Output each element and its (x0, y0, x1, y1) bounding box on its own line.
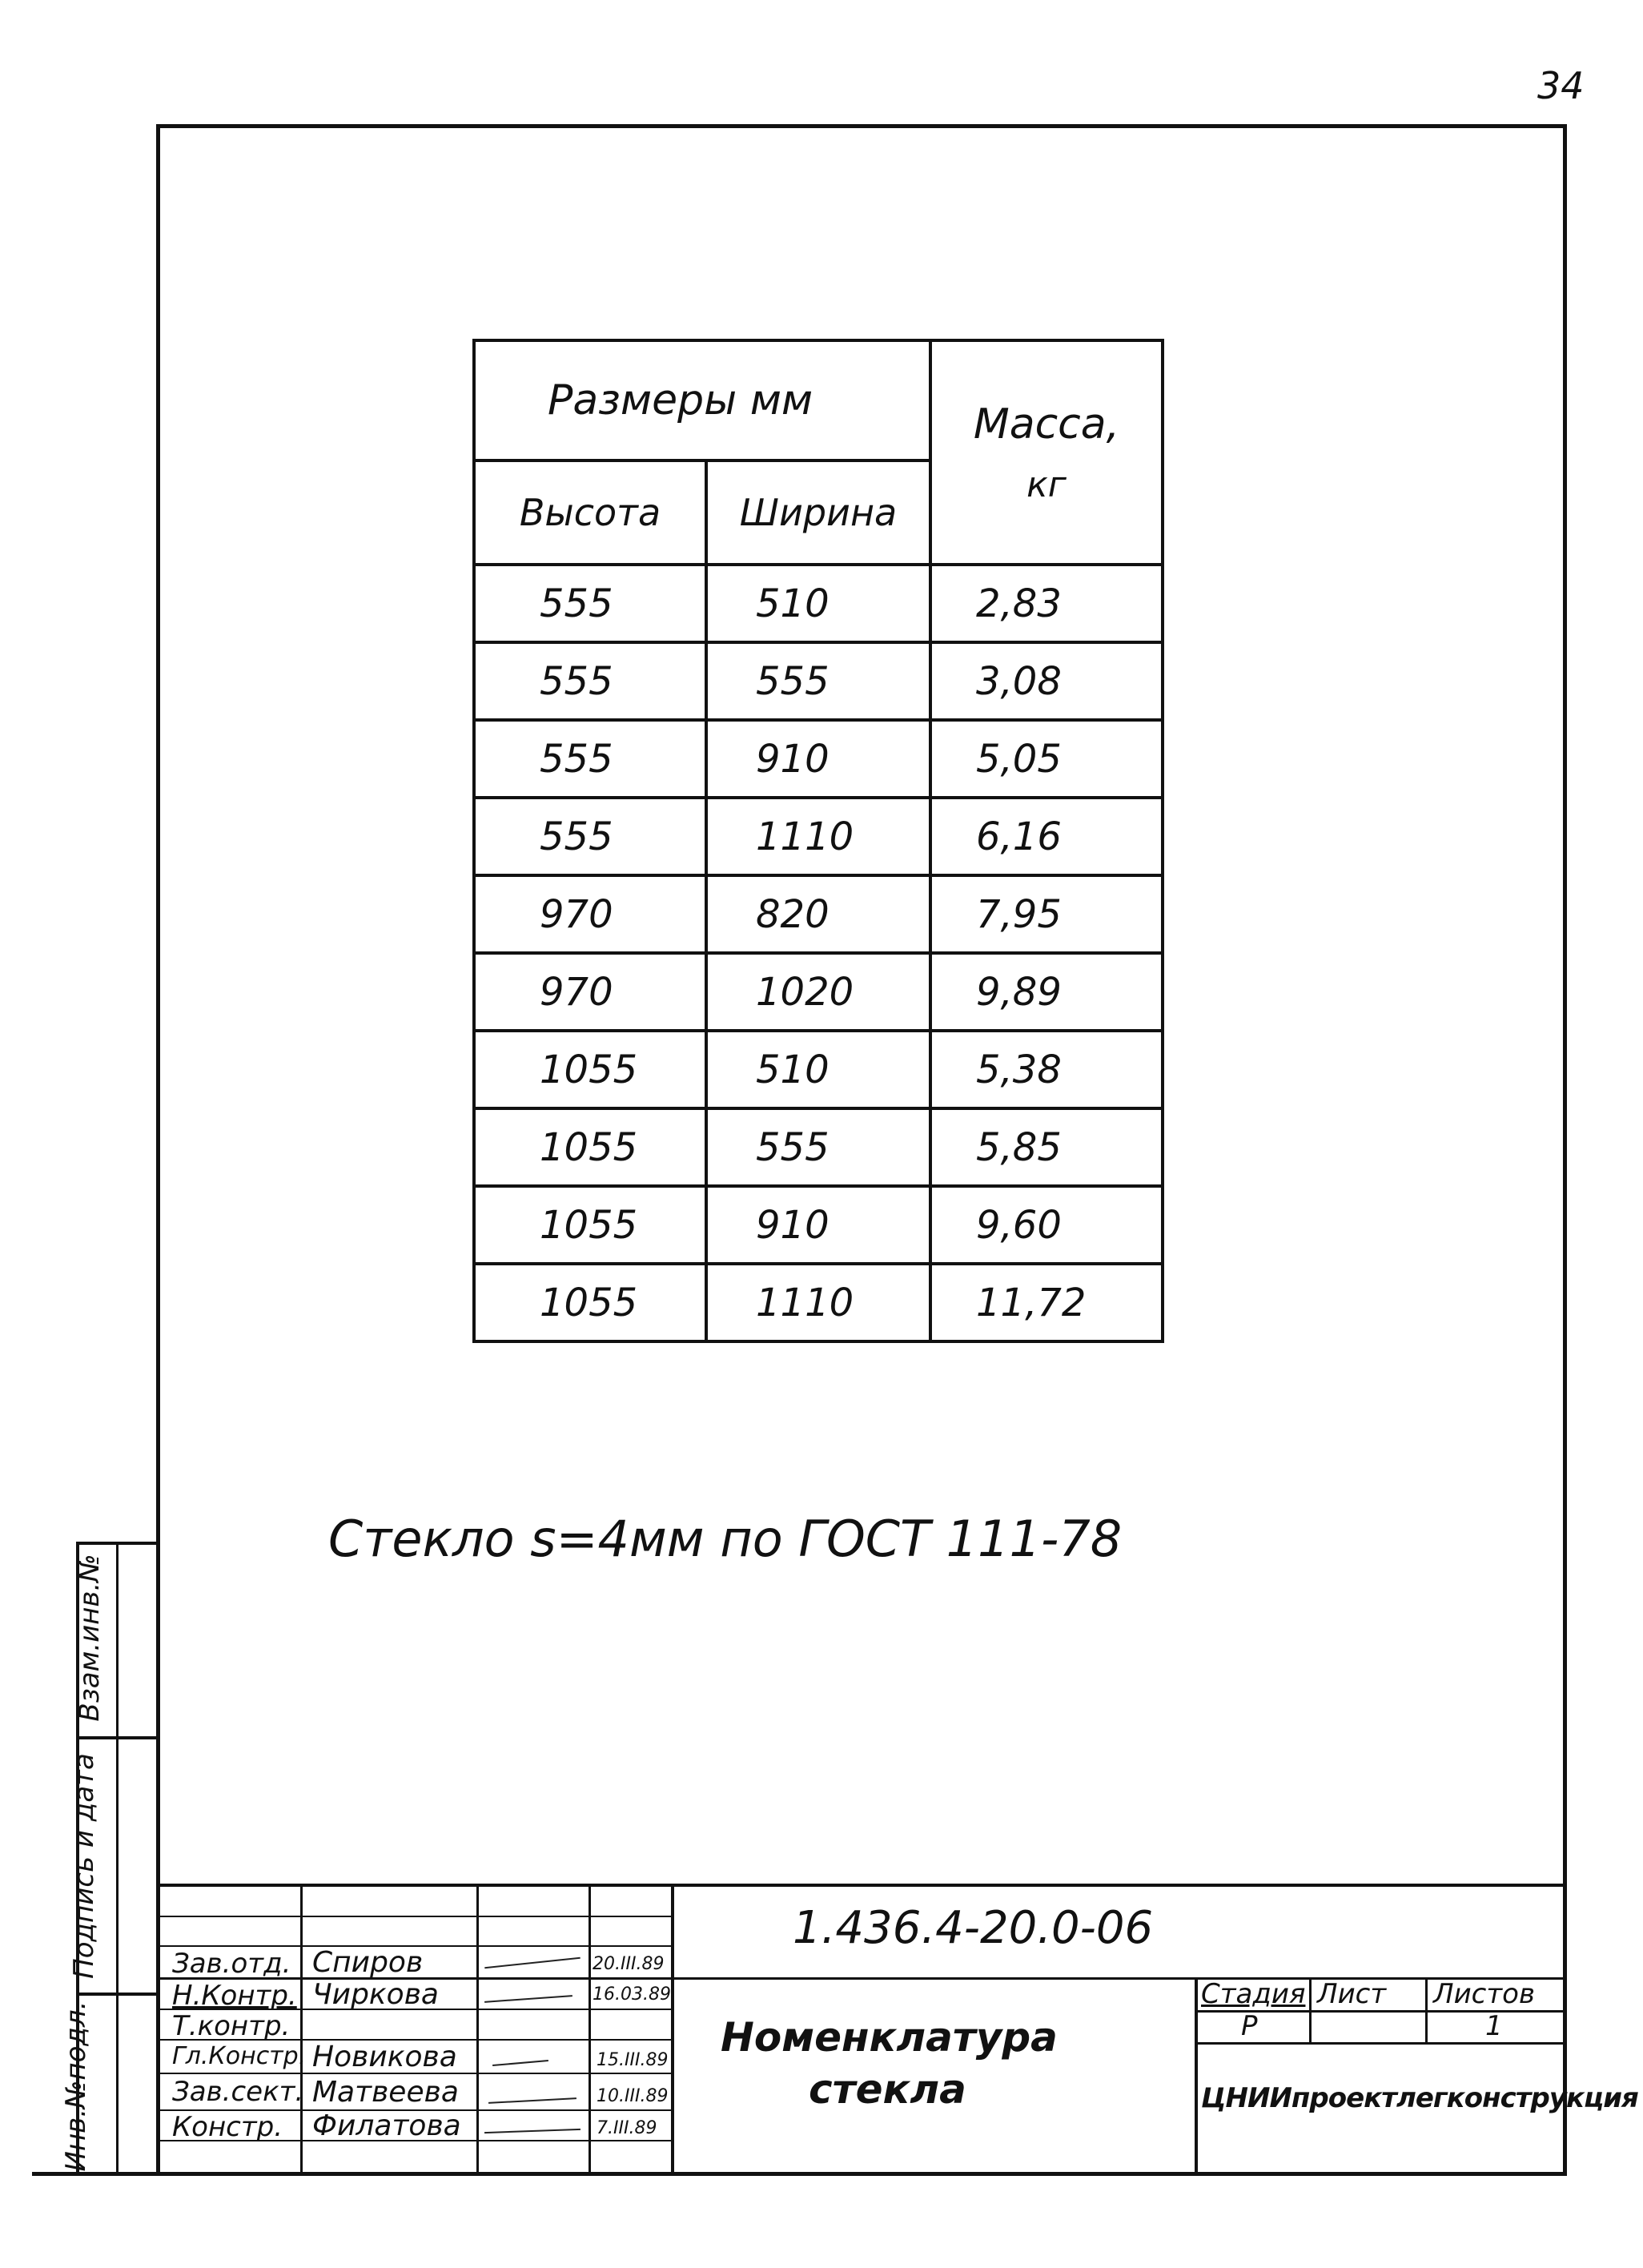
tb-top (160, 1884, 1565, 1887)
header-mass (930, 340, 1163, 565)
name-n-kontr: Чиркова (312, 1978, 439, 2011)
cell-mass: 5,05 (930, 720, 1163, 798)
cell-height: 1055 (474, 1108, 706, 1186)
table-row (474, 875, 1163, 953)
cell-height: 1055 (474, 1264, 706, 1341)
tb-row-a (160, 1916, 673, 1917)
organization: ЦНИИпроектлегконструкция (1201, 2082, 1638, 2114)
signature-konstr (484, 2129, 580, 2133)
cell-height: 970 (474, 875, 706, 953)
tb-col-1 (300, 1884, 303, 2174)
date-n-kontr: 16.03.89 (593, 1984, 671, 2005)
role-t-kontr: Т.контр. (172, 2010, 291, 2042)
cell-mass: 3,08 (930, 642, 1163, 720)
table-row (474, 642, 1163, 720)
cell-height: 555 (474, 798, 706, 875)
side-label-vzam: Взам.инв.№ (74, 1554, 106, 1722)
cell-mass: 6,16 (930, 798, 1163, 875)
role-konstr: Констр. (172, 2111, 283, 2143)
date-gl-konstr: 15.III.89 (597, 2050, 669, 2070)
cell-height: 555 (474, 642, 706, 720)
frame-right (1563, 124, 1567, 2176)
cell-height: 555 (474, 565, 706, 642)
table-row (474, 953, 1163, 1031)
header-dimensions: Размеры мм (474, 340, 930, 460)
tb-col-5 (1195, 1977, 1198, 2174)
name-konstr: Филатова (312, 2109, 461, 2142)
tb-right-col1 (1309, 1977, 1312, 2044)
tb-col-2 (476, 1884, 479, 2174)
side-label-sign-date: Подпись и дата (68, 1753, 100, 1979)
header-mass-unit: кг (1026, 464, 1067, 505)
cell-width: 910 (706, 1186, 930, 1264)
table-row (474, 798, 1163, 875)
cell-width: 1110 (706, 798, 930, 875)
cell-width: 510 (706, 1031, 930, 1108)
signature-zav-sekt (488, 2097, 576, 2104)
cell-mass: 7,95 (930, 875, 1163, 953)
role-zav-otd: Зав.отд. (172, 1948, 291, 1980)
tb-col-4 (671, 1884, 674, 2174)
stage-value: Р (1241, 2010, 1258, 2042)
cell-height: 970 (474, 953, 706, 1031)
side-label-inv-orig: Инв.№подл. (60, 2001, 92, 2172)
date-zav-sekt: 10.III.89 (597, 2086, 669, 2106)
name-zav-otd: Спиров (312, 1946, 424, 1979)
signature-n-kontr (484, 1995, 572, 2003)
header-width: Ширина (706, 460, 930, 565)
document-title-line1: Номенклатура (721, 2014, 1058, 2061)
table-row (474, 565, 1163, 642)
name-zav-sekt: Матвеева (312, 2076, 459, 2109)
cell-height: 1055 (474, 1186, 706, 1264)
stage-label: Стадия (1201, 1978, 1306, 2010)
glass-note: Стекло s=4мм по ГОСТ 111-78 (328, 1510, 1123, 1568)
cell-mass: 9,60 (930, 1186, 1163, 1264)
cell-width: 910 (706, 720, 930, 798)
sheets-label: Листов (1433, 1978, 1536, 2010)
cell-width: 1020 (706, 953, 930, 1031)
table-row (474, 1264, 1163, 1341)
role-zav-sekt: Зав.сект. (172, 2076, 304, 2108)
cell-width: 510 (706, 565, 930, 642)
cell-mass: 2,83 (930, 565, 1163, 642)
cell-mass: 5,85 (930, 1108, 1163, 1186)
cell-width: 555 (706, 1108, 930, 1186)
frame-left (156, 124, 160, 2176)
sheet-label: Лист (1317, 1978, 1387, 2010)
document-code: 1.436.4-20.0-06 (793, 1902, 1154, 1954)
role-n-kontr: Н.Контр. (172, 1980, 297, 2012)
cell-mass: 11,72 (930, 1264, 1163, 1341)
header-mass-label: Масса, (973, 400, 1120, 448)
side-stamp-mid (116, 1542, 119, 2174)
cell-height: 1055 (474, 1031, 706, 1108)
name-gl-konstr: Новикова (312, 2041, 457, 2073)
cell-mass: 5,38 (930, 1031, 1163, 1108)
header-height: Высота (474, 460, 706, 565)
signature-zav-otd (484, 1957, 580, 1969)
cell-width: 820 (706, 875, 930, 953)
cell-width: 555 (706, 642, 930, 720)
tb-right-col2 (1425, 1977, 1428, 2044)
frame-top (156, 124, 1567, 128)
signature-gl-konstr (492, 2060, 548, 2066)
cell-height: 555 (474, 720, 706, 798)
date-zav-otd: 20.III.89 (593, 1954, 665, 1974)
date-konstr: 7.III.89 (597, 2118, 657, 2138)
document-title-line2: стекла (809, 2066, 966, 2113)
frame-bottom (32, 2172, 1567, 2176)
cell-width: 1110 (706, 1264, 930, 1341)
role-gl-konstr: Гл.Констр. (172, 2042, 307, 2070)
table-row (474, 720, 1163, 798)
glass-dimensions-table (472, 339, 1164, 1343)
tb-right-row2 (1195, 2042, 1565, 2045)
table-row (474, 1031, 1163, 1108)
table-row (474, 1186, 1163, 1264)
cell-mass: 9,89 (930, 953, 1163, 1031)
page-number: 34 (1537, 64, 1585, 107)
tb-col-3 (589, 1884, 591, 2174)
table-row (474, 1108, 1163, 1186)
sheets-value: 1 (1485, 2010, 1503, 2042)
